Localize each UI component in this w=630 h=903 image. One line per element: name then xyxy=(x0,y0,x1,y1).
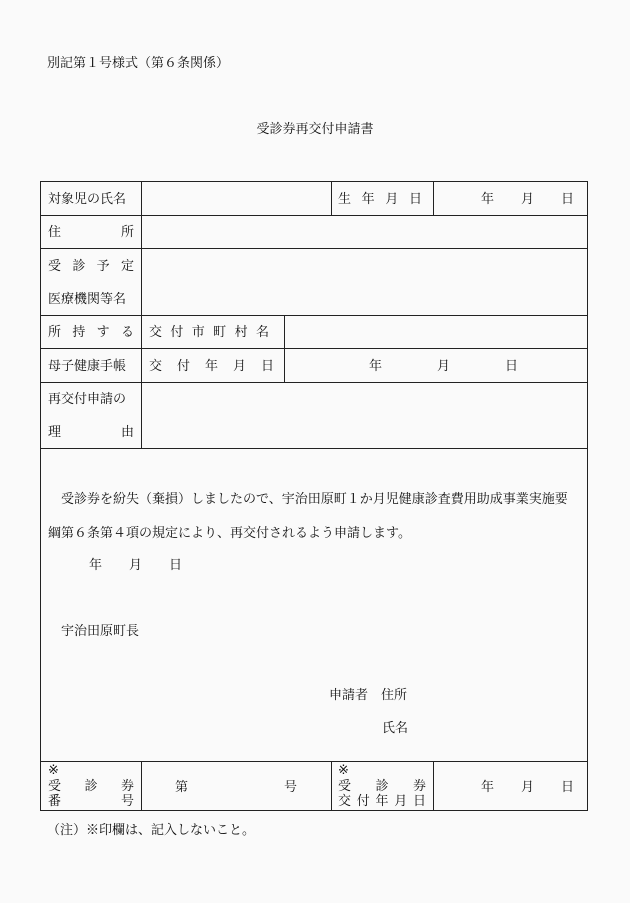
reason-label-line1: 再交付申請の xyxy=(48,392,127,407)
applicant-name-label: 氏名 xyxy=(382,721,409,736)
voucher-number-label-line2: 番 号 xyxy=(48,794,134,809)
form-number: 別記第１号様式（第６条関係） xyxy=(47,56,230,71)
reason-label-line2: 理 由 xyxy=(48,425,134,440)
office-use-mark-2: ※ xyxy=(338,763,349,778)
child-name-field[interactable] xyxy=(141,183,330,214)
issuing-city-field[interactable] xyxy=(285,316,587,347)
handbook-label-line2: 母子健康手帳 xyxy=(48,359,127,374)
voucher-number-label-line1: 受 診 券 xyxy=(48,779,134,794)
statement-line2: 綱第６条第４項の規定により、再交付されるよう申請します。 xyxy=(48,526,411,541)
voucher-date-label-line2: 交 付 年 月 日 xyxy=(338,794,426,809)
clinic-label-line1: 受 診 予 定 xyxy=(48,259,134,274)
voucher-date-field[interactable]: 年 月 日 xyxy=(481,780,575,795)
child-name-label: 対象児の氏名 xyxy=(48,192,127,207)
birthdate-label: 生 年 月 日 xyxy=(338,192,422,207)
statement-line1: 受診券を紛失（棄損）しましたので、宇治田原町１か月児健康診査費用助成事業実施要 xyxy=(61,492,568,507)
issue-date-field[interactable]: 年 月 日 xyxy=(369,359,519,374)
handbook-label-line1: 所 持 す る xyxy=(48,325,134,340)
page-title: 受診券再交付申請書 xyxy=(256,122,374,137)
applicant-address-label: 申請者 住所 xyxy=(329,688,408,703)
clinic-label-line2: 医療機関等名 xyxy=(48,292,127,307)
issue-date-label: 交 付 年 月 日 xyxy=(149,359,274,374)
voucher-number-field[interactable]: 第 号 xyxy=(175,780,298,795)
issuing-city-label: 交 付 市 町 村 名 xyxy=(149,325,269,340)
voucher-date-label-line1: 受 診 券 xyxy=(338,779,426,794)
office-use-mark: ※ xyxy=(48,763,59,778)
reason-field[interactable] xyxy=(142,383,587,447)
birthdate-field[interactable]: 年 月 日 xyxy=(481,192,575,207)
address-label: 住 所 xyxy=(48,225,134,240)
clinic-field[interactable] xyxy=(142,249,587,314)
address-field[interactable] xyxy=(142,216,587,247)
addressee: 宇治田原町長 xyxy=(61,624,140,639)
footnote: （注）※印欄は、記入しないこと。 xyxy=(47,823,256,838)
application-form-table: 対象児の氏名 生 年 月 日 年 月 日 住 所 受 診 予 定 医療機関等名 所 持 す る 母子健康手帳 交 付 市 町 村 名 交 付 年 月 日 年 月 日 再交付申請の 理 由 受診券を紛失（棄損）しましたので、宇治田原町１か月児健康診査費用助成事業実施要 綱第６条第４項の規定により、再交付されるよう申請します。 年 月 日 宇治田原町長 申請者 住所 氏名 ※ 受 診 券 番 号 第 号 ※ 受 診 券 交 付 年 月 日 年 月 日 xyxy=(40,181,588,811)
